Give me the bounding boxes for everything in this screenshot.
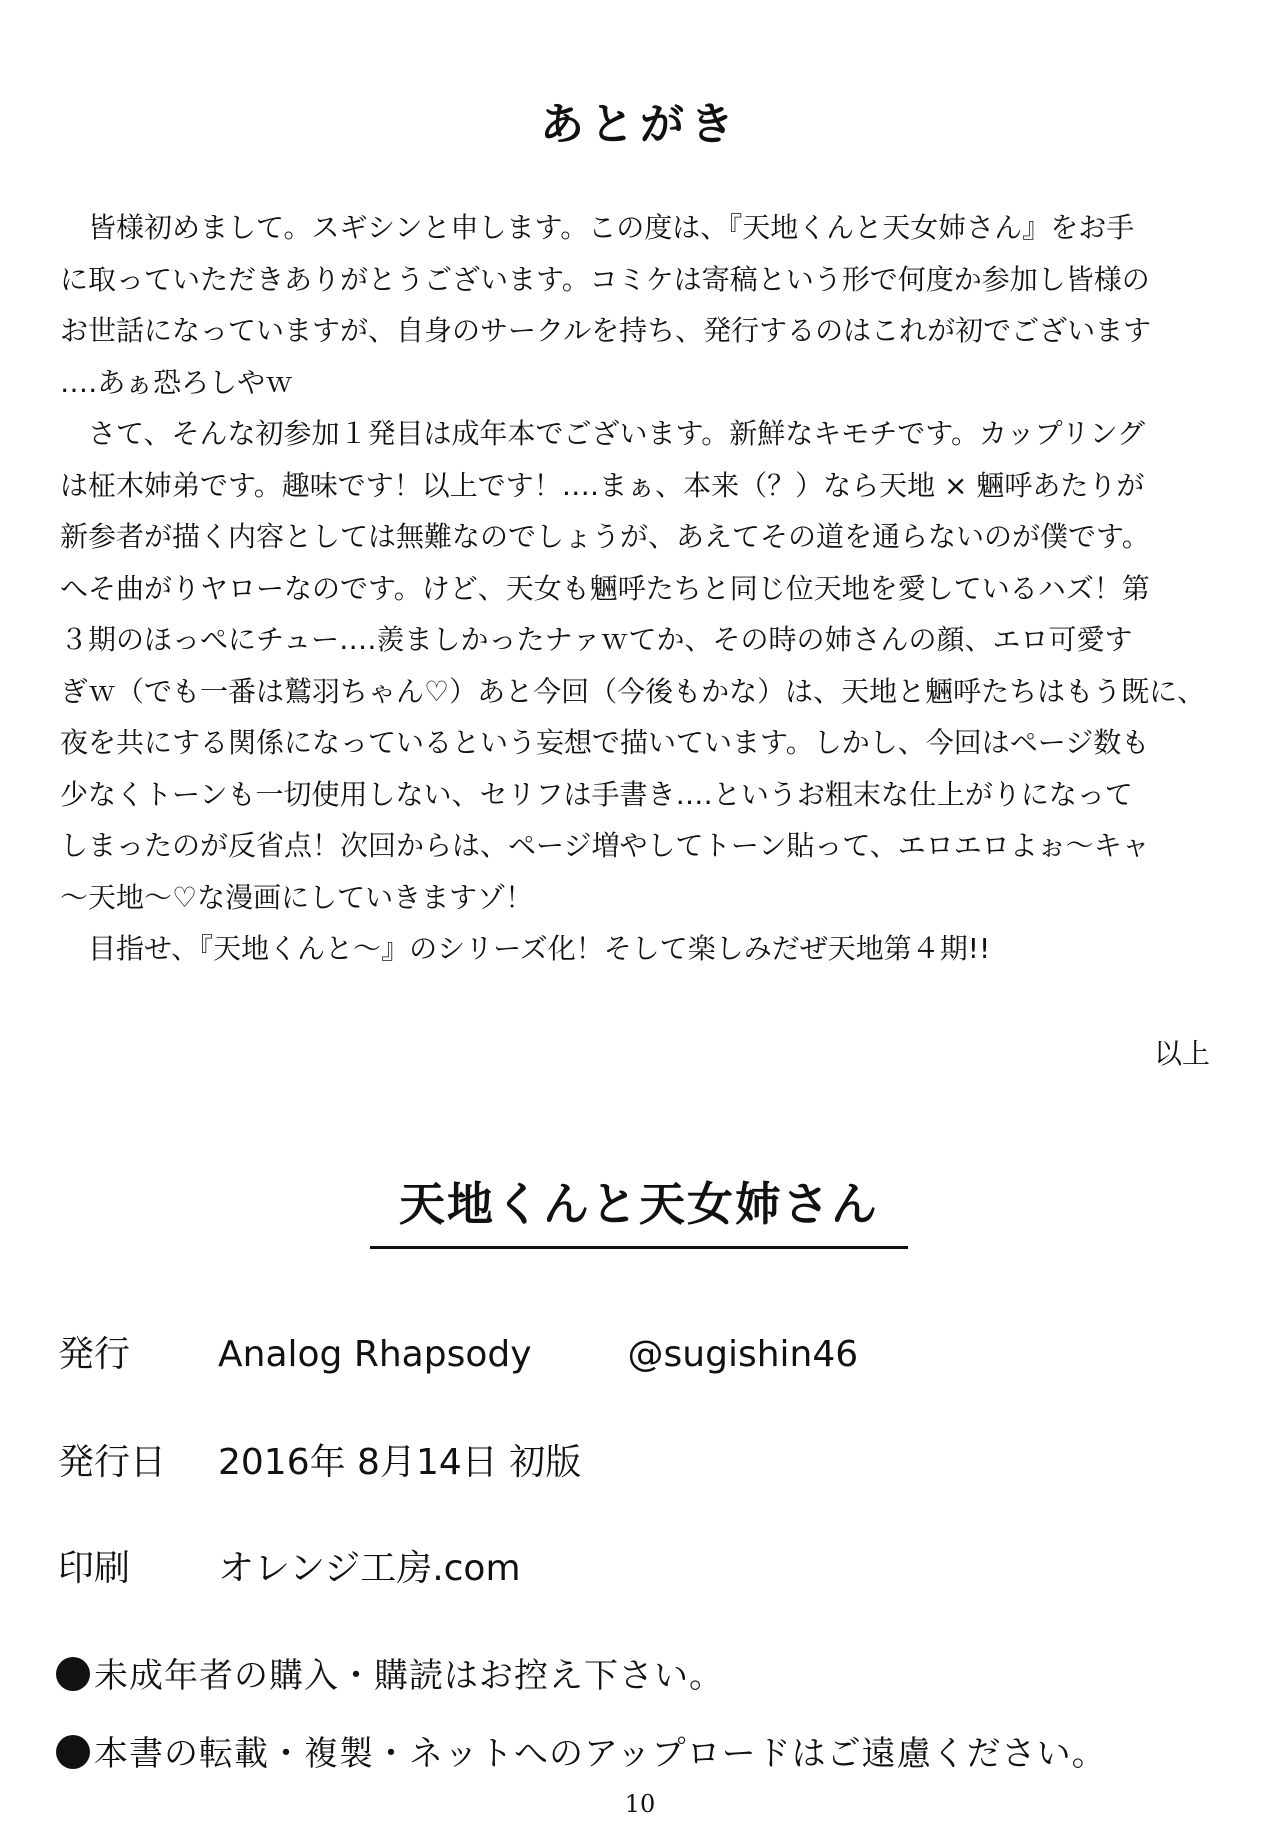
- bullet-icon: [56, 1735, 90, 1769]
- afterword-body: [60, 202, 1220, 975]
- printer-value: オレンジ工房.com: [218, 1548, 521, 1589]
- date-label: 発行日: [58, 1442, 167, 1483]
- page-number: 10: [624, 1790, 656, 1818]
- afterword-line: 皆様初めまして。スギシンと申します。この度は、『天地くんと天女姉さん』をお手: [88, 211, 1135, 244]
- book-title: 天地くんと天女姉さん: [370, 1168, 908, 1249]
- afterword-signoff: 以上: [1153, 1037, 1210, 1070]
- notice-reproduction: [56, 1726, 1107, 1775]
- afterword-line: ３期のほっぺにチュー‥‥羨ましかったナァｗてか、その時の姉さんの顔、エロ可愛す: [60, 623, 1133, 656]
- printer-label: 印刷: [58, 1548, 131, 1589]
- afterword-line: 目指せ、『天地くんと～』のシリーズ化！そして楽しみだぜ天地第４期!!: [88, 932, 991, 965]
- afterword-line: へそ曲がりヤローなのです。けど、天女も魎呼たちと同じ位天地を愛しているハズ！第: [60, 571, 1150, 605]
- afterword-line: お世話になっていますが、自身のサークルを持ち、発行するのはこれが初でございます: [60, 314, 1152, 347]
- publisher-label: 発行: [58, 1334, 131, 1375]
- afterword-line: 夜を共にする関係になっているという妄想で描いています。しかし、今回はページ数も: [60, 726, 1150, 759]
- notice-minors: [56, 1648, 724, 1697]
- date-value: 2016年 8月14日 初版: [218, 1442, 582, 1483]
- colophon-date-row: [58, 1434, 581, 1485]
- afterword-title: あとがき: [540, 99, 740, 150]
- afterword-line: 新参者が描く内容としては無難なのでしょうが、あえてその道を通らないのが僕です。: [60, 520, 1150, 553]
- notice-text: 本書の転載・複製・ネットへのアップロードはご遠慮ください。: [94, 1734, 1107, 1774]
- afterword-line: ‥‥あぁ恐ろしやｗ: [60, 365, 294, 399]
- afterword-line: は柾木姉弟です。趣味です！以上です！‥‥まぁ、本来（？）なら天地 × 魎呼あたりが: [60, 468, 1145, 502]
- publisher-name: Analog Rhapsody: [218, 1334, 532, 1375]
- bullet-icon: [56, 1657, 90, 1691]
- afterword-line: ～天地～♡な漫画にしていきますゾ！: [60, 880, 534, 914]
- colophon-printer-row: [58, 1540, 521, 1591]
- afterword-line: に取っていただきありがとうございます。コミケは寄稿という形で何度か参加し皆様の: [60, 262, 1150, 296]
- afterword-line: しまったのが反省点！次回からは、ページ増やしてトーン貼って、エロエロよぉ～キャ: [60, 829, 1150, 862]
- afterword-line: 少なくトーンも一切使用しない、セリフは手書き‥‥というお粗末な仕上がりになって: [60, 777, 1133, 811]
- colophon-publisher-row: [58, 1326, 858, 1377]
- afterword-line: さて、そんな初参加１発目は成年本でございます。新鮮なキモチです。カップリング: [88, 417, 1146, 450]
- notice-text: 未成年者の購入・購読はお控え下さい。: [94, 1656, 724, 1696]
- publisher-handle: @sugishin46: [627, 1334, 859, 1375]
- afterword-line: ぎｗ（でも一番は鷲羽ちゃん♡）あと今回（今後もかな）は、天地と魎呼たちはもう既に、: [60, 674, 1206, 708]
